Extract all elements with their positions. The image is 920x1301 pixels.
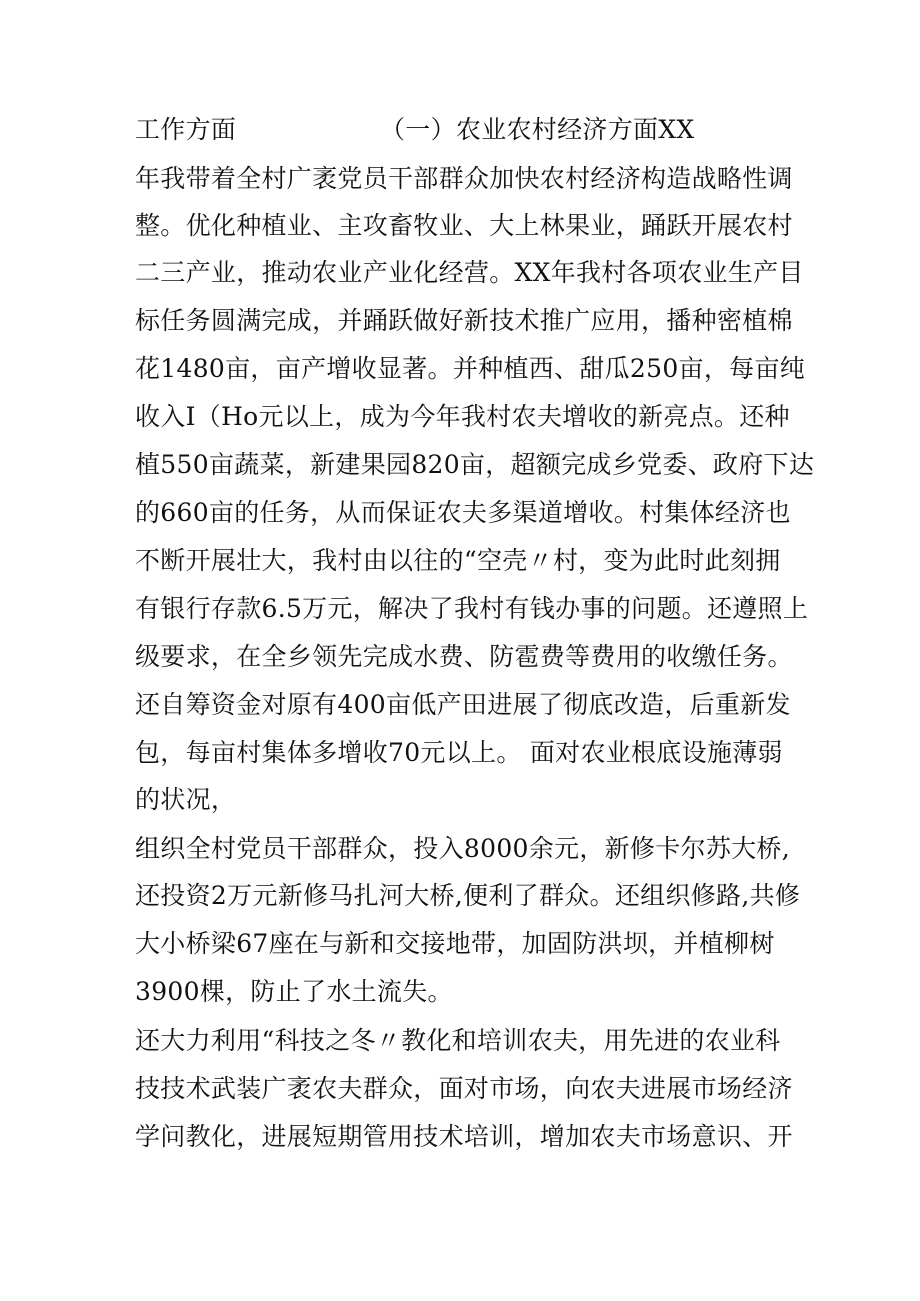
paragraph-line: 还大力利用“科技之冬〃教化和培训农夫，用先进的农业科 <box>135 1026 781 1055</box>
paragraph-line: 年我带着全村广袤党员干部群众加快农村经济构造战略性调 <box>135 164 793 193</box>
heading-title: 工作方面 <box>135 115 237 144</box>
paragraph-line: 还自筹资金对原有400亩低产田进展了彻底改造，后重新发 <box>135 690 791 719</box>
paragraph-line: 不断开展壮大，我村由以往的“空壳〃村，变为此时此刻拥 <box>135 546 781 575</box>
paragraph-line: 标任务圆满完成，并踊跃做好新技术推广应用，播种密植棉 <box>135 306 793 335</box>
paragraph-line: 收入I（Ho元以上，成为今年我村农夫增收的新亮点。还种 <box>135 402 790 431</box>
paragraph-line: 的660亩的任务，从而保证农夫多渠道增收。村集体经济也 <box>135 498 791 527</box>
paragraph-line: 植550亩蔬菜，新建果园820亩，超额完成乡党委、政府下达 <box>135 450 815 479</box>
heading-line <box>135 114 695 146</box>
paragraph-line: 学问教化，进展短期管用技术培训，增加农夫市场意识、开 <box>135 1122 793 1151</box>
paragraph-line: 包，每亩村集体多增收70元以上。 面对农业根底设施薄弱 <box>135 738 783 767</box>
paragraph-line: 组织全村党员干部群众，投入8000余元，新修卡尔苏大桥, <box>135 834 790 863</box>
paragraph-line: 二三产业，推动农业产业化经营。XX年我村各项农业生产目 <box>135 258 804 287</box>
paragraph-line: 的状况， <box>135 785 237 814</box>
paragraph-line: 花1480亩，亩产增收显著。并种植西、甜瓜250亩，每亩纯 <box>135 354 806 383</box>
paragraph-line: 有银行存款6.5万元，解决了我村有钱办事的问题。还遵照上 <box>135 594 809 623</box>
paragraph-line: 整。优化种植业、主攻畜牧业、大上林果业，踊跃开展农村 <box>135 211 793 240</box>
heading-section: （一）农业农村经济方面XX <box>380 115 695 144</box>
paragraph-line: 大小桥梁67座在与新和交接地带，加固防洪坝，并植柳树 <box>135 929 775 958</box>
paragraph-line: 技技术武装广袤农夫群众，面对市场，向农夫进展市场经济 <box>135 1074 793 1103</box>
paragraph-line: 3900棵，防止了水土流失。 <box>135 977 453 1006</box>
paragraph-line: 级要求，在全乡领先完成水费、防雹费等费用的收缴任务。 <box>135 642 793 671</box>
paragraph-line: 还投资2万元新修马扎河大桥,便利了群众。还组织修路,共修 <box>135 881 801 910</box>
